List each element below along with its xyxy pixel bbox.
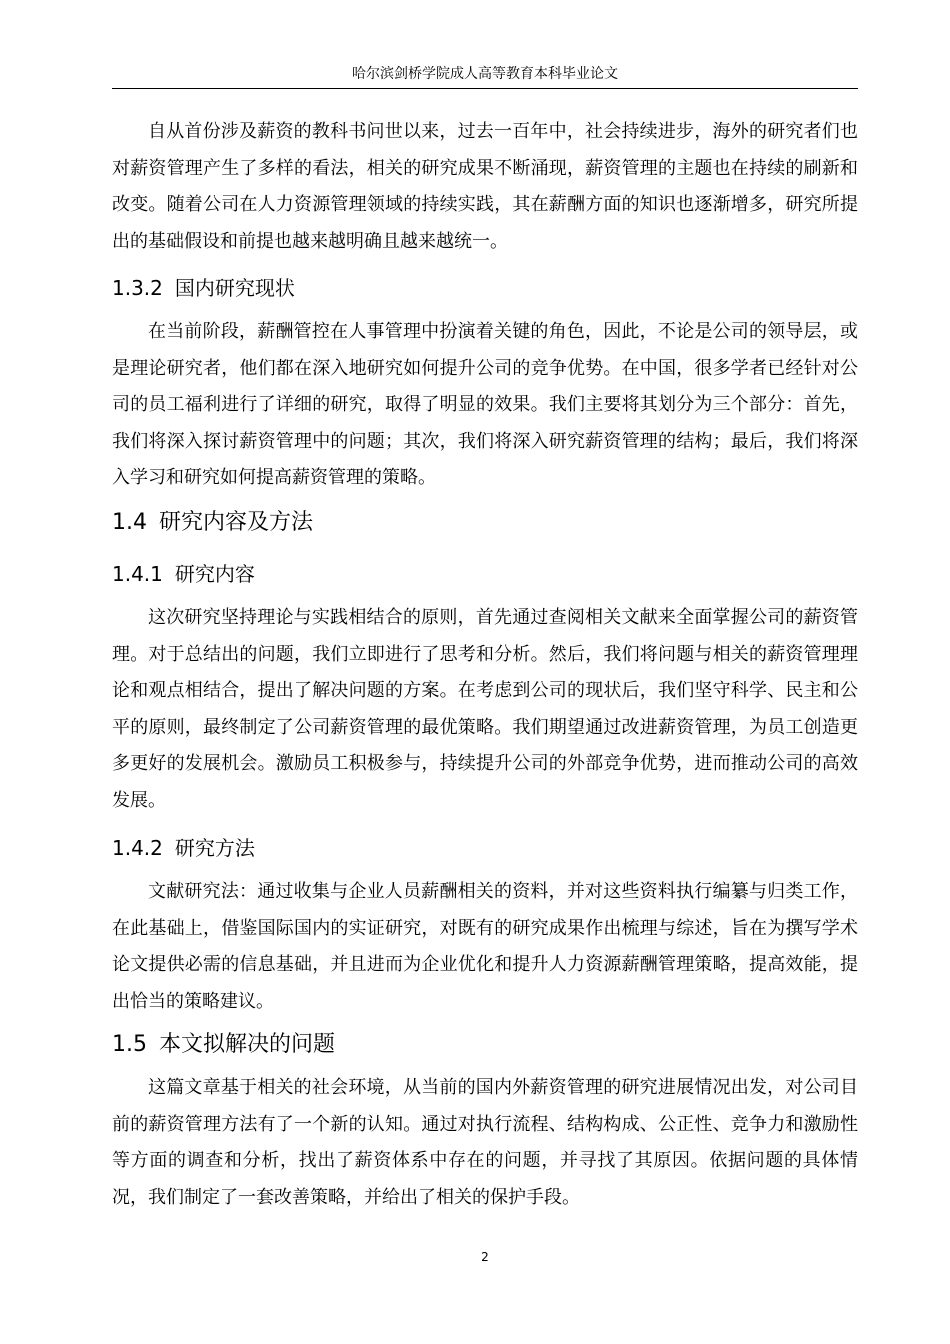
- heading-title: 研究内容及方法: [159, 510, 314, 535]
- heading-1-3-2: [112, 276, 858, 300]
- heading-number: 1.3.2: [112, 276, 163, 300]
- heading-title: 国内研究现状: [174, 276, 295, 300]
- paragraph-research-content: 这次研究坚持理论与实践相结合的原则，首先通过查阅相关文献来全面掌握公司的薪资管理。对于总结出的问题，我们立即进行了思考和分析。然后，我们将问题与相关的薪资管理理论和观点相结合，提出了解决问题的方案。在考虑到公司的现状后，我们坚守科学、民主和公平的原则，最终制定了公司薪资管理的最优策略。我们期望通过改进薪资管理，为员工创造更多更好的发展机会。激励员工积极参与，持续提升公司的外部竞争优势，进而推动公司的高效发展。: [112, 607, 858, 811]
- heading-1-4-2: [112, 836, 858, 860]
- heading-number: 1.4: [112, 510, 147, 535]
- heading-1-4-1: [112, 562, 858, 586]
- header-rule: [112, 88, 858, 89]
- heading-1-5: [112, 1032, 858, 1058]
- heading-title: 本文拟解决的问题: [159, 1032, 336, 1057]
- paragraph-foreign-research: 自从首份涉及薪资的教科书问世以来，过去一百年中，社会持续进步，海外的研究者们也对薪资管理产生了多样的看法，相关的研究成果不断涌现，薪资管理的主题也在持续的刷新和改变。随着公司在人力资源管理领域的持续实践，其在薪酬方面的知识也逐渐增多，研究所提出的基础假设和前提也越来越明确且越来越统一。: [112, 121, 858, 252]
- heading-1-4: [112, 510, 858, 536]
- running-header: 哈尔滨剑桥学院成人高等教育本科毕业论文: [352, 66, 618, 82]
- paragraph-problems-to-solve: 这篇文章基于相关的社会环境，从当前的国内外薪资管理的研究进展情况出发，对公司目前的薪资管理方法有了一个新的认知。通过对执行流程、结构构成、公正性、竞争力和激励性等方面的调查和分析，找出了薪资体系中存在的问题，并寻找了其原因。依据问题的具体情况，我们制定了一套改善策略，并给出了相关的保护手段。: [112, 1077, 858, 1208]
- heading-number: 1.4.1: [112, 562, 163, 586]
- page-number: 2: [481, 1250, 489, 1264]
- paragraph-research-method: 文献研究法：通过收集与企业人员薪酬相关的资料，并对这些资料执行编纂与归类工作，在此基础上，借鉴国际国内的实证研究，对既有的研究成果作出梳理与综述，旨在为撰写学术论文提供必需的信息基础，并且进而为企业优化和提升人力资源薪酬管理策略，提高效能，提出恰当的策略建议。: [112, 881, 858, 1012]
- heading-title: 研究方法: [174, 836, 255, 860]
- heading-number: 1.5: [112, 1032, 147, 1057]
- heading-title: 研究内容: [174, 562, 255, 586]
- heading-number: 1.4.2: [112, 836, 163, 860]
- paragraph-domestic-research: 在当前阶段，薪酬管控在人事管理中扮演着关键的角色，因此，不论是公司的领导层，或是理论研究者，他们都在深入地研究如何提升公司的竞争优势。在中国，很多学者已经针对公司的员工福利进行了详细的研究，取得了明显的效果。我们主要将其划分为三个部分：首先，我们将深入探讨薪资管理中的问题；其次，我们将深入研究薪资管理的结构；最后，我们将深入学习和研究如何提高薪资管理的策略。: [112, 321, 858, 488]
